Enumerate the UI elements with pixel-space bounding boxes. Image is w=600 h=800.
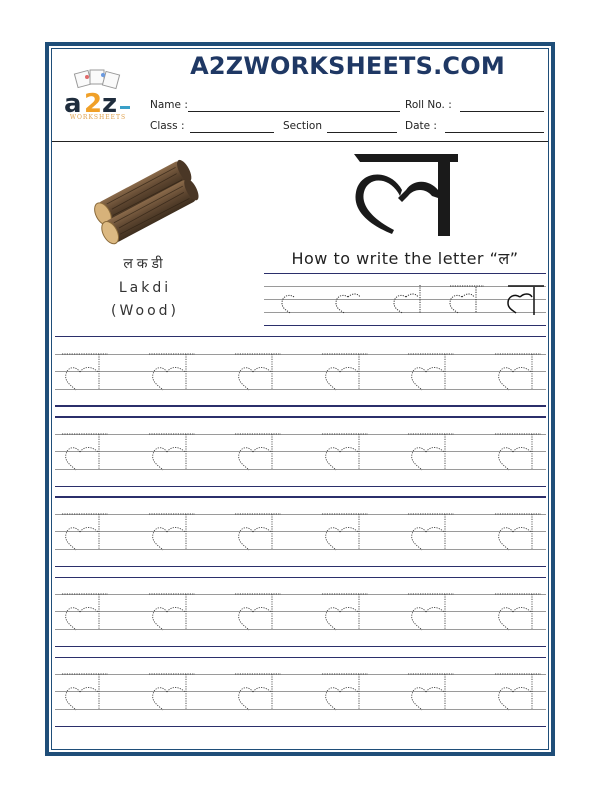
svg-text:z: z [102,89,118,119]
guide-line-top [55,594,546,595]
traceable-letter-la[interactable] [495,432,543,472]
traceable-letter-la[interactable] [62,352,110,392]
transliteration: Lakdi [118,280,172,296]
traceable-letter-la[interactable] [235,672,283,712]
date-field[interactable] [445,120,544,133]
traceable-letter-la[interactable] [149,352,197,392]
traceable-letter-la[interactable] [322,512,370,552]
hindi-word [75,254,215,273]
traceable-letter-la[interactable] [408,352,456,392]
guide-line-mid [55,371,546,372]
hindi-word-text: लकडी [123,256,167,272]
letter-la-large [350,150,460,240]
class-field[interactable] [190,120,274,133]
traceable-letter-la[interactable] [408,432,456,472]
traceable-letter-la[interactable] [322,592,370,632]
row-separator-rule [55,577,546,578]
traceable-letter-la[interactable] [62,592,110,632]
traceable-letter-la[interactable] [408,512,456,552]
guide-line-mid [55,531,546,532]
traceable-letter-la[interactable] [62,672,110,712]
section-rule [55,336,546,337]
logo-subtext: WORKSHEETS [69,114,127,121]
instruction-heading: How to write the letter “ल” [291,249,519,268]
guide-line-top [55,514,546,515]
guide-line-mid [55,611,546,612]
section-field[interactable] [327,120,397,133]
svg-text:2: 2 [84,89,103,119]
demo-rule-bottom [264,325,546,326]
traceable-letter-la[interactable] [495,512,543,552]
date-label: Date : [405,120,437,132]
row-separator-rule [55,416,546,418]
traceable-letter-la[interactable] [322,432,370,472]
traceable-letter-la[interactable] [495,592,543,632]
row-separator-rule [55,405,546,407]
site-title: A2ZWORKSHEETS.COM [190,52,505,80]
row-separator-rule [55,496,546,498]
guide-line-mid [55,691,546,692]
traceable-letter-la[interactable] [322,352,370,392]
header-divider [52,141,548,142]
roll-field[interactable] [460,99,544,112]
roll-label: Roll No. : [405,99,452,111]
name-label: Name : [150,99,188,111]
class-label: Class : [150,120,185,132]
guide-line-base [55,469,546,470]
svg-text:a: a [64,89,82,119]
guide-line-base [55,629,546,630]
traceable-letter-la[interactable] [408,672,456,712]
guide-line-base [55,549,546,550]
row-separator-rule [55,486,546,487]
meaning: (Wood) [111,303,179,319]
traceable-letter-la[interactable] [235,512,283,552]
traceable-letter-la[interactable] [235,432,283,472]
traceable-letter-la[interactable] [149,672,197,712]
traceable-letter-la[interactable] [495,352,543,392]
guide-line-base [55,709,546,710]
guide-line-mid [55,451,546,452]
stroke-order-demo [264,283,546,315]
traceable-letter-la[interactable] [322,672,370,712]
traceable-letter-la[interactable] [62,432,110,472]
guide-line-top [55,354,546,355]
row-separator-rule [55,566,546,567]
traceable-letter-la[interactable] [149,432,197,472]
guide-line-base [55,389,546,390]
guide-line-top [55,674,546,675]
name-field[interactable] [188,99,400,112]
traceable-letter-la[interactable] [62,512,110,552]
traceable-letter-la[interactable] [149,592,197,632]
traceable-letter-la[interactable] [235,352,283,392]
traceable-letter-la[interactable] [235,592,283,632]
row-separator-rule [55,726,546,727]
traceable-letter-la[interactable] [495,672,543,712]
traceable-letter-la[interactable] [408,592,456,632]
traceable-letter-la[interactable] [149,512,197,552]
guide-line-top [55,434,546,435]
section-label: Section [283,120,323,132]
demo-rule-top [264,273,546,274]
row-separator-rule [55,646,546,647]
row-separator-rule [55,657,546,658]
wood-logs-image [85,150,205,245]
